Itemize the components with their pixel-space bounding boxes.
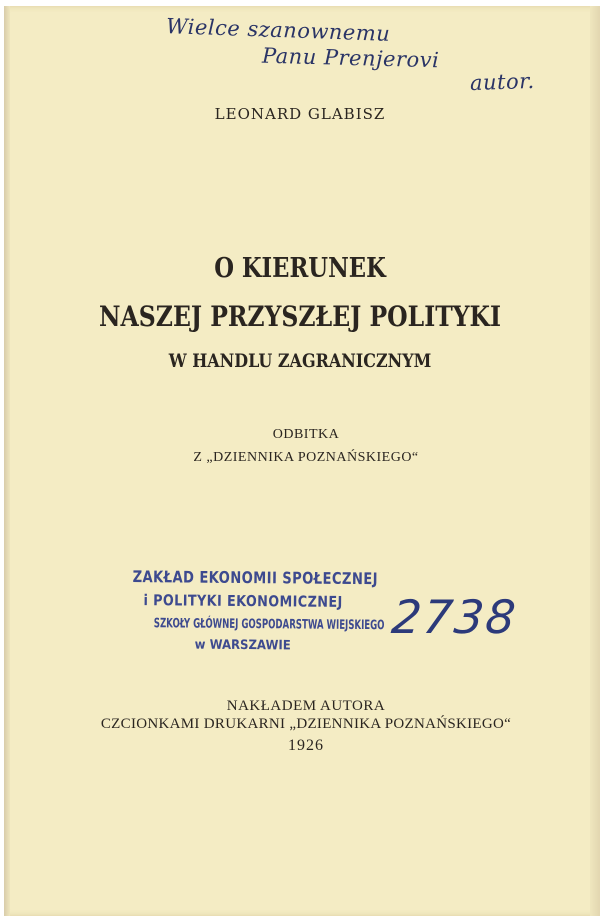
stamp-line-4: w WARSZAWIE bbox=[194, 637, 291, 654]
stamp-line-3: SZKOŁY GŁÓWNEJ GOSPODARSTWA WIEJSKIEGO bbox=[153, 616, 385, 634]
offprint-label: ODBITKA bbox=[272, 427, 340, 442]
handwritten-dedication-line-2: Panu Prenjerovi bbox=[261, 43, 440, 73]
title-line-1: O KIERUNEK bbox=[214, 253, 386, 284]
library-stamp bbox=[108, 567, 385, 661]
title-block-line-2-wrap bbox=[0, 300, 600, 333]
author-name: LEONARD GLABISZ bbox=[214, 105, 386, 123]
accession-number: 2738 bbox=[389, 590, 520, 644]
subtitle-wrap bbox=[0, 350, 600, 372]
subtitle: W HANDLU ZAGRANICZNYM bbox=[168, 350, 432, 372]
imprint-year: 1926 bbox=[288, 737, 324, 754]
imprint-printer: CZCIONKAMI DRUKARNI „DZIENNIKA POZNAŃSKIEGO“ bbox=[100, 716, 512, 732]
handwritten-dedication-line-3: autor. bbox=[469, 68, 535, 96]
title-line-2: NASZEJ PRZYSZŁEJ POLITYKI bbox=[99, 300, 501, 333]
stamp-line-1: ZAKŁAD EKONOMII SPOŁECZNEJ bbox=[132, 567, 379, 589]
stamp-line-2: i POLITYKI EKONOMICZNEJ bbox=[143, 591, 343, 611]
offprint-source: Z „DZIENNIKA POZNAŃSKIEGO“ bbox=[193, 450, 419, 465]
imprint-publisher: NAKŁADEM AUTORA bbox=[226, 698, 386, 714]
title-block-line-1-wrap bbox=[0, 253, 600, 284]
handwritten-dedication-line-1: Wielce szanownemu bbox=[165, 14, 391, 46]
